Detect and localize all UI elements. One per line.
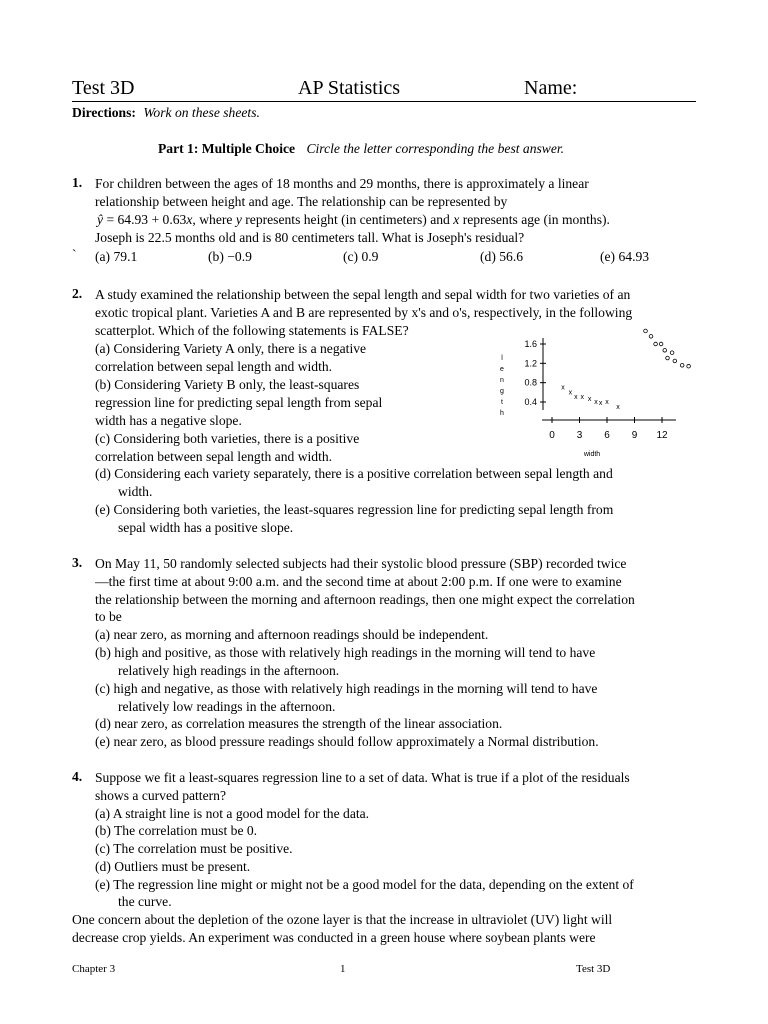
footer-test: Test 3D (576, 963, 611, 975)
test-title: Test 3D (72, 77, 135, 99)
q1-eq-rest3: represents age (in months). (459, 212, 610, 227)
header-rule (72, 101, 696, 102)
part1-heading (158, 140, 564, 158)
x-tick-label: 3 (576, 430, 583, 441)
variety-a-point: x (594, 399, 598, 407)
variety-b-point (670, 351, 674, 355)
y-axis-label-letter: e (500, 366, 504, 373)
y-tick-label: 0.4 (524, 397, 537, 407)
variety-b-point (687, 364, 691, 368)
variety-a-point: x (605, 399, 609, 407)
variety-a-point: x (574, 394, 578, 402)
y-tick-label: 1.2 (524, 358, 537, 369)
q1-eq-rest1: , where (192, 212, 236, 227)
q3-option-b-cont: relatively high readings in the afternoon. (118, 663, 340, 678)
q1-option-a[interactable]: (a) 79.1 (95, 249, 138, 264)
q4-option-e[interactable]: (e) The regression line might or might not be a good model for the data, depending on the extent of (95, 877, 634, 892)
variety-b-point (673, 359, 677, 363)
y-axis-label-letter: g (500, 388, 504, 395)
variety-b-point (654, 342, 658, 346)
x-tick-label: 9 (631, 430, 638, 441)
q1-yhat: ŷ (97, 212, 104, 227)
q3-number: 3. (72, 555, 83, 570)
part1-instruction: Circle the letter corresponding the best answer. (306, 141, 565, 156)
q3-line-2: —the first time at about 9:00 a.m. and the second time at about 2:00 p.m. If one were to examine (95, 574, 622, 589)
q3-option-e[interactable]: (e) near zero, as blood pressure readings should follow approximately a Normal distribution. (95, 734, 599, 749)
x-axis-label: width (583, 451, 601, 458)
q2-option-b-cont-1: regression line for predicting sepal length from sepal (95, 395, 383, 410)
variety-a-point: x (568, 389, 573, 397)
q2-line-3: scatterplot. Which of the following statements is FALSE? (95, 323, 409, 338)
q1-eq-rest2: represents height (in centimeters) and (241, 212, 454, 227)
q3-option-d[interactable]: (d) near zero, as correlation measures the strength of the linear association. (95, 716, 503, 731)
q2-option-c-cont: correlation between sepal length and width. (95, 449, 333, 464)
q1-eq-x2: x (453, 212, 460, 227)
q1-line-2: relationship between height and age. The relationship can be represented by (95, 194, 508, 209)
y-axis-label-letter: t (501, 399, 503, 406)
q2-option-d[interactable]: (d) Considering each variety separately, there is a positive correlation between sepal length and (95, 466, 613, 481)
x-tick-label: 12 (656, 430, 668, 441)
q1-stray-mark: ` (72, 247, 77, 262)
q2-option-b[interactable]: (b) Considering Variety B only, the least-squares (95, 377, 360, 392)
q2-option-c[interactable]: (c) Considering both varieties, there is a positive (95, 431, 360, 446)
q4-option-c[interactable]: (c) The correlation must be positive. (95, 841, 293, 856)
q2-option-e-cont: sepal width has a positive slope. (118, 520, 294, 535)
q2-line-2: exotic tropical plant. Varieties A and B are represented by x's and o's, respectively, in the following (95, 305, 633, 320)
q1-equation-line (97, 211, 610, 229)
q4-option-b[interactable]: (b) The correlation must be 0. (95, 823, 258, 838)
q1-number: 1. (72, 175, 83, 190)
q1-option-d[interactable]: (d) 56.6 (480, 249, 524, 264)
q2-option-a[interactable]: (a) Considering Variety A only, there is a negative (95, 341, 367, 356)
q1-eq-y: y (235, 212, 242, 227)
variety-b-point (659, 342, 663, 346)
part1-label: Part 1: Multiple Choice (158, 141, 296, 156)
q2-option-b-cont-2: width has a negative slope. (95, 413, 242, 428)
q2-line-1: A study examined the relationship between the sepal length and sepal width for two varieties of an (95, 287, 631, 302)
variety-a-point: x (561, 384, 565, 392)
variety-a-point: x (598, 400, 603, 407)
variety-b-point (663, 348, 667, 352)
x-tick-label: 0 (549, 430, 555, 441)
q2-option-d-cont: width. (118, 484, 153, 499)
q4-line-2: shows a curved pattern? (95, 788, 226, 803)
q2-option-e[interactable]: (e) Considering both varieties, the least-squares regression line for predicting sepal length from (95, 502, 614, 517)
x-tick-label: 6 (604, 430, 610, 441)
directions-label: Directions: (72, 105, 136, 120)
q4-number: 4. (72, 769, 83, 784)
q1-eq-mid: = 64.93 + 0.63 (103, 212, 187, 227)
name-label: Name: (524, 77, 578, 99)
y-axis-label-letter: n (500, 377, 504, 384)
directions (72, 104, 260, 122)
q4-line-1: Suppose we fit a least-squares regression line to a set of data. What is true if a plot of the residuals (95, 770, 630, 785)
q2-number: 2. (72, 286, 83, 301)
q1-line-4: Joseph is 22.5 months old and is 80 centimeters tall. What is Joseph's residual? (95, 230, 525, 245)
footer-page-number: 1 (340, 963, 346, 975)
directions-text: Work on these sheets. (143, 105, 260, 120)
q3-option-c[interactable]: (c) high and negative, as those with relatively high readings in the morning will tend to have (95, 681, 598, 696)
footer-chapter: Chapter 3 (72, 963, 116, 975)
ozone-intro-line-2: decrease crop yields. An experiment was conducted in a green house where soybean plants were (72, 930, 596, 945)
q3-option-b[interactable]: (b) high and positive, as those with relatively high readings in the morning will tend to have (95, 645, 596, 660)
q1-eq-x: x (186, 212, 193, 227)
variety-a-point: x (616, 403, 620, 411)
y-axis-label-letter: h (500, 410, 504, 417)
q3-line-1: On May 11, 50 randomly selected subjects had their systolic blood pressure (SBP) recorded twice (95, 556, 627, 571)
q2-option-a-cont: correlation between sepal length and width. (95, 359, 333, 374)
variety-a-point: x (587, 396, 592, 404)
q3-line-4: to be (95, 609, 122, 624)
q4-option-a[interactable]: (a) A straight line is not a good model for the data. (95, 806, 370, 821)
y-tick-label: 0.8 (524, 377, 537, 388)
y-tick-label: 1.6 (524, 339, 537, 349)
course-title: AP Statistics (298, 77, 401, 99)
q4-option-d[interactable]: (d) Outliers must be present. (95, 859, 251, 874)
variety-a-point: x (580, 394, 584, 402)
q1-option-b[interactable]: (b) −0.9 (208, 249, 252, 264)
q3-line-3: the relationship between the morning and afternoon readings, then one might expect the correlation (95, 592, 635, 607)
q3-option-c-cont: relatively low readings in the afternoon. (118, 699, 336, 714)
q1-line-1: For children between the ages of 18 months and 29 months, there is approximately a linear (95, 176, 589, 191)
q4-option-e-cont: the curve. (118, 894, 172, 909)
sepal-scatterplot (480, 322, 700, 460)
variety-b-point (666, 356, 670, 360)
variety-b-point (680, 363, 684, 367)
q1-option-c[interactable]: (c) 0.9 (343, 249, 379, 264)
variety-b-point (644, 329, 648, 333)
q3-option-a[interactable]: (a) near zero, as morning and afternoon readings should be independent. (95, 627, 489, 642)
y-axis-label-letter: l (501, 355, 503, 362)
q1-option-e[interactable]: (e) 64.93 (600, 249, 650, 264)
variety-b-point (649, 334, 653, 338)
ozone-intro-line-1: One concern about the depletion of the ozone layer is that the increase in ultraviolet (UV) light will (72, 912, 613, 927)
